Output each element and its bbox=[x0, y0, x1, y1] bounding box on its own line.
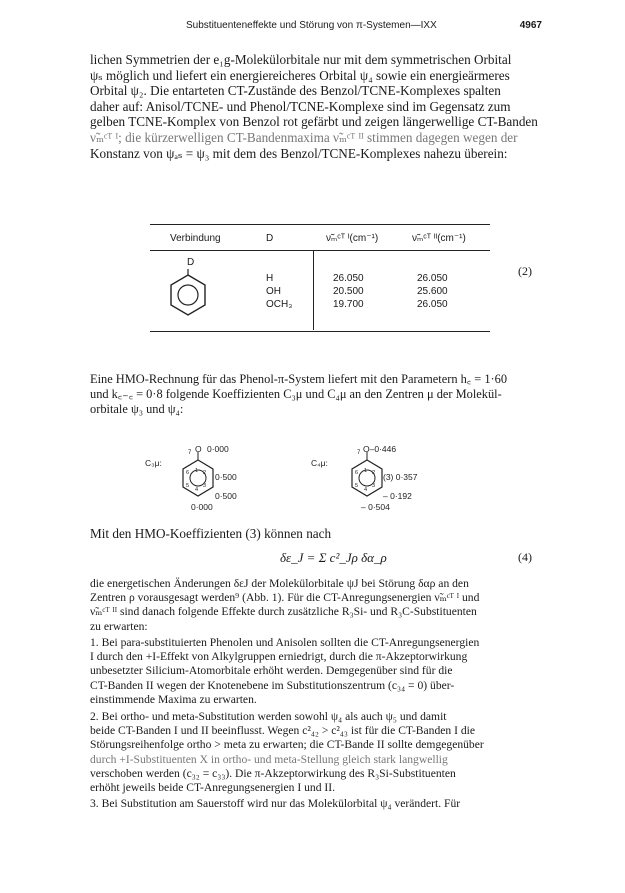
ring-number: 2 bbox=[372, 470, 376, 476]
point-1 bbox=[90, 636, 542, 707]
table-cell-ct2: 26.050 bbox=[417, 299, 448, 310]
equation-number-4: (4) bbox=[518, 550, 532, 564]
benzene-substituent-label: D bbox=[187, 257, 195, 268]
ring-number: 6 bbox=[186, 470, 190, 476]
coefficient-value: (3) 0·357 bbox=[383, 472, 418, 482]
text-line: lichen Symmetrien der e₁g-Molekülorbitale nur mit dem symmetrischen Orbital bbox=[90, 52, 512, 67]
table-cell-ct2: 25.600 bbox=[417, 286, 448, 297]
text-line: Störungsreihenfolge ortho > meta zu erwarten; die CT-Bande II sollte demgegenüber bbox=[90, 738, 484, 752]
table-cell-d: OH bbox=[266, 286, 281, 297]
column-header-ct2: ν̃ₘᶜᵀ ᴵᴵ(cm⁻¹) bbox=[412, 233, 466, 244]
equation-number-2: (2) bbox=[518, 264, 532, 278]
text-line: zu erwarten: bbox=[90, 619, 148, 633]
text-line: ν̃ₘᶜᵀ ᴵᴵ sind danach folgende Effekte durch zusätzliche R₃Si- und R₃C-Substituenten bbox=[90, 605, 477, 619]
text-line: orbitale ψ₃ und ψ₄: bbox=[90, 402, 184, 416]
text-line: ψₛ möglich und liefert ein energiereicheres Orbital ψ₄ sowie ein energieärmeres bbox=[90, 67, 510, 83]
text-line: Konstanz von ψₐₛ = ψ₃ mit dem des Benzol/TCNE-Komplexes nahezu überein: bbox=[90, 145, 508, 161]
oxygen-atom-label: O bbox=[195, 444, 202, 454]
text-line: 2. Bei ortho- und meta-Substitution werden sowohl ψ₄ als auch ψ₅ und damit bbox=[90, 710, 447, 723]
text-line: ν̃ₘᶜᵀ ᴵ; die kürzerwelligen CT-Bandenmaxima ν̃ₘᶜᵀ ᴵᴵ stimmen dagegen wegen der bbox=[90, 129, 518, 145]
text-line: durch +I-Substituenten X in ortho- und meta-Stellung gleich stark langwellig bbox=[90, 752, 448, 766]
ring-number: 3 bbox=[203, 483, 207, 489]
coefficient-value: 0·000 bbox=[191, 502, 213, 512]
ring-number: 2 bbox=[203, 470, 207, 476]
paragraph-4 bbox=[90, 577, 542, 634]
column-header-ct1: ν̃ₘᶜᵀ ᴵ(cm⁻¹) bbox=[326, 233, 379, 244]
paragraph-2 bbox=[90, 372, 542, 417]
paragraph-3: Mit den HMO-Koeffizienten (3) können nach bbox=[90, 526, 332, 541]
text-line: 1. Bei para-substituierten Phenolen und Anisolen sollten die CT-Anregungsenergien bbox=[90, 636, 480, 649]
text-line: und k꜀₋꜀ = 0·8 folgende Koeffizienten C₃μ und C₄μ an den Zentren μ der Molekül- bbox=[90, 387, 502, 401]
text-line: erhöht jeweils beide CT-Anregungsenergien I und II. bbox=[90, 781, 336, 795]
coefficient-value: 0·500 bbox=[215, 472, 237, 482]
benzene-ring-icon bbox=[168, 269, 208, 315]
ring-number: 1 bbox=[195, 468, 199, 474]
text-line: Zentren ρ vorausgesagt werden⁹ (Abb. 1). Für die CT-Anregungsenergien ν̃ₘᶜᵀ ᴵ und bbox=[90, 591, 480, 605]
text-line: unbesetzter Silicium-Atomorbitale erhöht werden. Demgegenüber sind für die bbox=[90, 664, 453, 678]
table-cell-ct1: 19.700 bbox=[333, 299, 364, 310]
text-line: I durch den +I-Effekt von Alkylgruppen erniedrigt, durch die π-Akzeptorwirkung bbox=[90, 650, 468, 664]
coefficient-value: – 0·504 bbox=[361, 502, 390, 512]
ring-number: 1 bbox=[364, 468, 368, 474]
paragraph-1 bbox=[90, 52, 542, 161]
text-line: gelben TCNE-Komplex von Benzol rot gefärbt und zeigen längerwellige CT-Banden bbox=[90, 114, 538, 130]
table-cell-ct1: 26.050 bbox=[333, 273, 364, 284]
ring-number: 6 bbox=[355, 470, 359, 476]
hmo-coefficient-diagrams bbox=[145, 444, 475, 520]
table-cell-ct2: 26.050 bbox=[417, 273, 448, 284]
ring-number: 4 bbox=[195, 487, 199, 493]
coefficient-value: 0·500 bbox=[215, 491, 237, 501]
running-title: Substituenteneffekte und Störung von π-Systemen—IXX bbox=[186, 20, 437, 31]
atom-index: 7 bbox=[188, 450, 192, 456]
perturbation-formula: δε_J = Σ c²_Jρ δα_ρ bbox=[280, 550, 387, 565]
c3mu-label: C₃μ: bbox=[145, 458, 162, 468]
ring-number: 5 bbox=[186, 483, 190, 489]
text-line: CT-Banden II wegen der Knotenebene im Substitutionszentrum (c₃₄ = 0) über- bbox=[90, 678, 455, 692]
table-header-rule bbox=[150, 250, 490, 251]
ring-number: 5 bbox=[355, 483, 359, 489]
coefficient-value: – 0·192 bbox=[383, 491, 412, 501]
text-line: Orbital ψ₂. Die entarteten CT-Zustände des Benzol/TCNE-Komplexes spalten bbox=[90, 83, 501, 99]
ct-band-table bbox=[150, 224, 490, 332]
text-line: die energetischen Änderungen δεJ der Molekülorbitale ψJ bei Störung δαρ an den bbox=[90, 577, 469, 590]
point-3: 3. Bei Substitution am Sauerstoff wird nur das Molekülorbital ψ₄ verändert. Für bbox=[90, 797, 461, 810]
table-cell-d: H bbox=[266, 273, 274, 284]
column-header-d: D bbox=[266, 233, 274, 244]
point-2 bbox=[90, 710, 542, 795]
text-line: verschoben werden (c₃₂ = c₃₃). Die π-Akzeptorwirkung des R₃Si-Substituenten bbox=[90, 766, 456, 780]
column-header-verbindung: Verbindung bbox=[170, 233, 221, 244]
table-cell-d: OCH₃ bbox=[266, 299, 293, 310]
text-line: einstimmende Maxima zu erwarten. bbox=[90, 692, 257, 706]
coefficient-value: O–0·446 bbox=[363, 444, 397, 454]
text-line: daher auf: Anisol/TCNE- und Phenol/TCNE-Komplexe sind im Gegensatz zum bbox=[90, 98, 511, 114]
vertical-rule bbox=[313, 250, 314, 330]
text-line: Eine HMO-Rechnung für das Phenol-π-System liefert mit den Parametern h꜀ = 1·60 bbox=[90, 372, 508, 386]
page-number: 4967 bbox=[519, 20, 542, 31]
c4mu-label: C₄μ: bbox=[311, 458, 328, 468]
table-cell-ct1: 20.500 bbox=[333, 286, 364, 297]
text-line: beide CT-Banden I und II beeinflusst. Wegen c²₄₂ > c²₄₃ ist für die CT-Banden I die bbox=[90, 724, 476, 738]
atom-index: 7 bbox=[357, 450, 361, 456]
ring-number: 3 bbox=[372, 483, 376, 489]
ring-number: 4 bbox=[364, 487, 368, 493]
coefficient-value: 0·000 bbox=[207, 444, 229, 454]
